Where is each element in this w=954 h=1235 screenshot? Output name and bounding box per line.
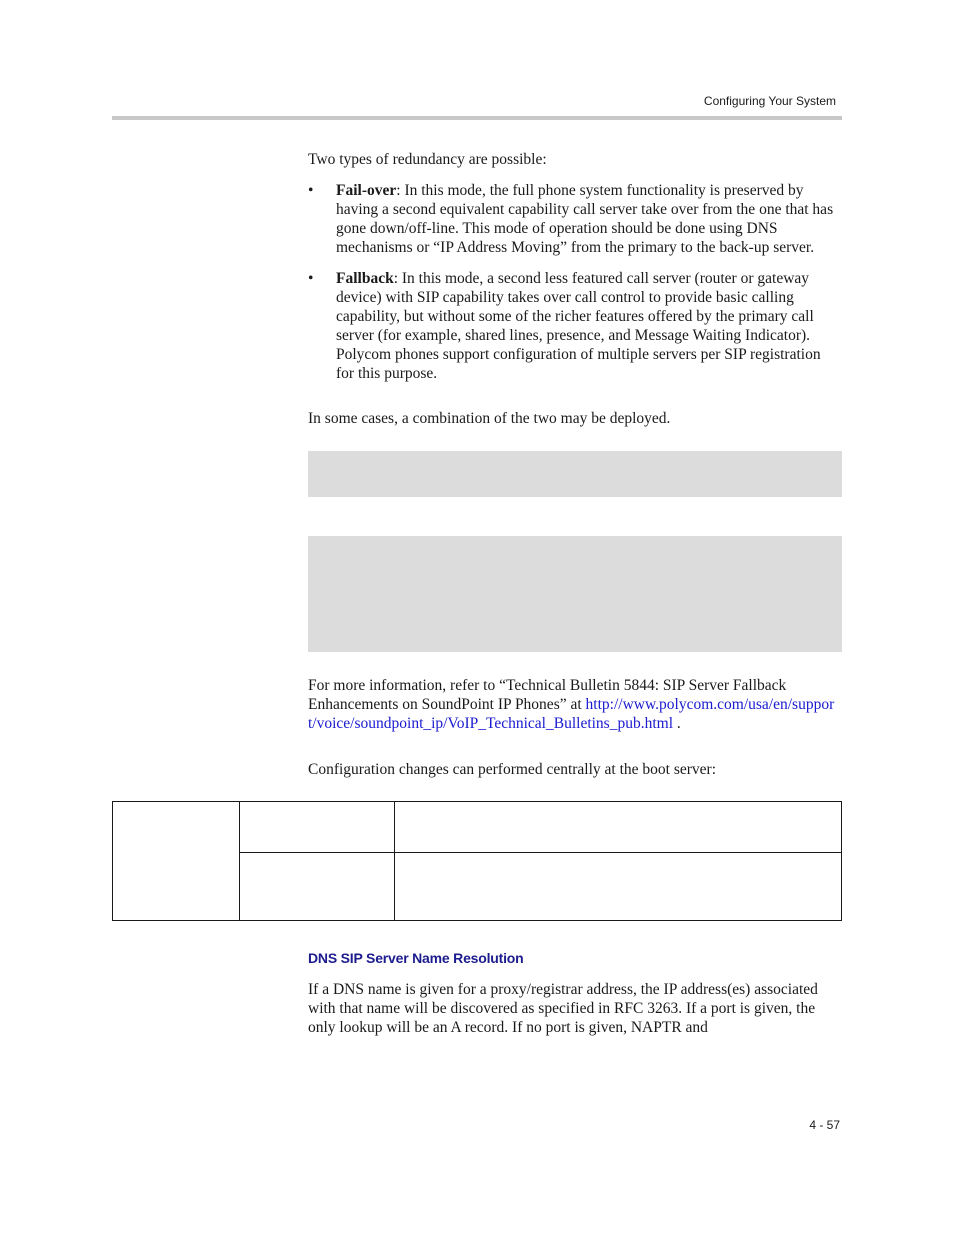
dns-paragraph: If a DNS name is given for a proxy/registrar address, the IP address(es) associated with that name will be discovered as specified in RFC 3263. If a port is given, the only lookup will be an A record. If no port is given, NAPTR and (308, 981, 818, 1036)
combination-paragraph: In some cases, a combination of the two may be deployed. (308, 410, 671, 427)
note-box (308, 451, 842, 497)
more-info-text: For more information, refer to “Technical Bulletin 5844: SIP Server Fallback Enhancements on SoundPoint IP Phones” at (308, 677, 787, 713)
redundancy-list (308, 181, 842, 395)
table-cell (113, 802, 240, 921)
list-item (308, 269, 842, 383)
config-changes-paragraph: Configuration changes can performed centrally at the boot server: (308, 761, 717, 778)
running-header: Configuring Your System (703, 94, 836, 108)
page-number: 4 - 57 (809, 1118, 840, 1132)
table-cell (240, 853, 395, 921)
table-row (113, 802, 842, 853)
bullet-text: : In this mode, the full phone system functionality is preserved by having a second equivalent capability call server take over from the one that has gone down/off-line. This mode of operation should be done using DNS mechanisms or “IP Address Moving” from the primary to the back-up server. (336, 182, 834, 256)
warning-box (308, 536, 842, 652)
more-info-paragraph (308, 676, 842, 733)
header-rule (112, 116, 842, 120)
more-info-end: . (673, 715, 681, 732)
table-cell (395, 853, 842, 921)
intro-paragraph: Two types of redundancy are possible: (308, 151, 547, 168)
bullet-term: Fail-over (336, 182, 397, 199)
list-item (308, 181, 842, 257)
table-cell (240, 802, 395, 853)
bullet-term: Fallback (336, 270, 394, 287)
section-heading: DNS SIP Server Name Resolution (308, 950, 524, 966)
technical-bulletins-link[interactable]: http://www.polycom.com/usa/en/support/voice/soundpoint_ip/VoIP_Technical_Bulletins_pub.html (308, 696, 835, 732)
bullet-text: : In this mode, a second less featured call server (router or gateway device) with SIP capability takes over call control to provide basic calling capability, but without some of the richer features offered by the primary call server (for example, shared lines, presence, and Message Waiting Indicator). Polycom phones support configuration of multiple servers per SIP registration for this purpose. (336, 270, 821, 382)
bullet-icon: • (308, 182, 314, 199)
bullet-icon: • (308, 270, 314, 287)
table-cell (395, 802, 842, 853)
config-table (112, 801, 842, 921)
